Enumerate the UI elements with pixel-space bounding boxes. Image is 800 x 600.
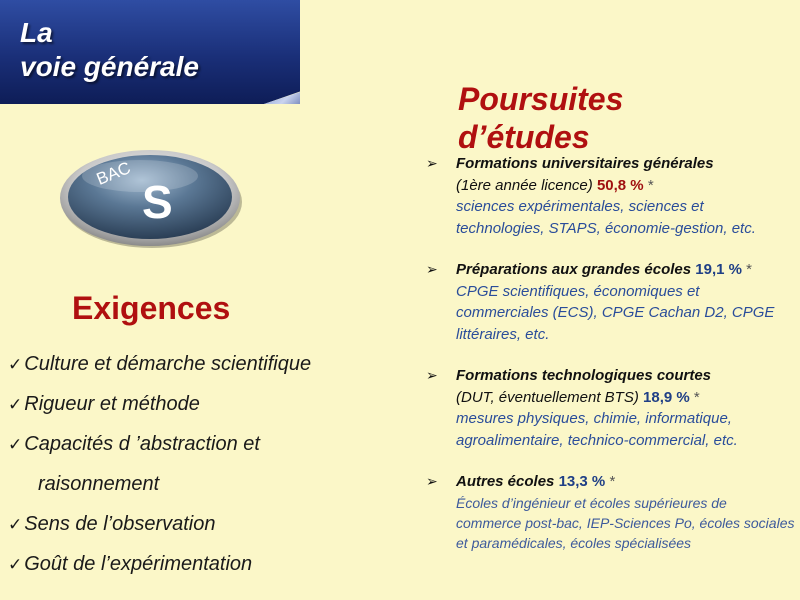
exigence-item: ✓ Capacités d ’abstraction et	[8, 433, 260, 455]
poursuite-sub: (DUT, éventuellement BTS)	[456, 388, 639, 406]
poursuite-percent: 18,9 %	[643, 388, 690, 406]
poursuite-percent: 50,8 %	[596, 176, 644, 194]
exigence-item: ✓ Goût de l’expérimentation	[8, 553, 253, 575]
arrow-bullet-icon: ➢	[426, 261, 438, 277]
poursuite-percent: 19,1 %	[695, 261, 742, 278]
page-title	[20, 16, 199, 84]
check-icon: ✓	[8, 435, 23, 454]
poursuite-head: Formations technologiques courtes	[456, 367, 712, 384]
poursuite-detail: sciences expérimentales, sciences et technologies, STAPS, économie-gestion, etc.	[456, 198, 756, 237]
poursuite-star: *	[647, 176, 654, 194]
poursuite-sub: (1ère année licence)	[456, 176, 593, 194]
arrow-bullet-icon: ➢	[426, 367, 438, 383]
poursuite-detail: CPGE scientifiques, économiques et commerciales (ECS), CPGE Cachan D2, CPGE littéraires, etc.	[456, 282, 775, 343]
page-title-line1: La	[20, 17, 53, 48]
badge-top-text: BAC	[93, 158, 134, 189]
poursuite-item	[426, 153, 796, 239]
exigences-list	[8, 344, 398, 584]
poursuites-title: Poursuites d’études	[458, 81, 624, 155]
exigence-item: ✓ Culture et démarche scientifique	[8, 353, 312, 375]
poursuite-item	[426, 471, 796, 553]
poursuite-star: *	[609, 473, 616, 490]
poursuite-item	[426, 259, 796, 345]
page-title-line2: voie générale	[20, 51, 199, 82]
poursuite-detail: mesures physiques, chimie, informatique, agroalimentaire, technico-commercial, etc.	[456, 410, 738, 449]
poursuite-detail: Écoles d’ingénieur et écoles supérieures de commerce post-bac, IEP-Sciences Po, écoles sociales et paramédicales, écoles spécialisées	[456, 494, 795, 551]
exigence-item-continuation: raisonnement	[38, 473, 160, 495]
arrow-bullet-icon: ➢	[426, 155, 438, 171]
check-icon: ✓	[8, 555, 23, 574]
arrow-bullet-icon: ➢	[426, 473, 438, 489]
poursuite-star: *	[693, 388, 700, 406]
check-icon: ✓	[8, 515, 23, 534]
exigence-item: ✓ Rigueur et méthode	[8, 393, 200, 415]
exigence-item: ✓ Sens de l’observation	[8, 513, 216, 535]
poursuite-star: *	[746, 261, 752, 278]
poursuite-item	[426, 365, 796, 451]
exigences-title: Exigences	[72, 290, 231, 326]
poursuites-list	[426, 153, 796, 573]
bac-s-badge	[56, 140, 244, 250]
poursuite-percent: 13,3 %	[558, 473, 606, 490]
check-icon: ✓	[8, 395, 23, 414]
poursuite-head: Formations universitaires générales	[456, 155, 714, 172]
badge-letter: S	[142, 176, 173, 228]
check-icon: ✓	[8, 355, 23, 374]
poursuite-head: Autres écoles	[456, 473, 555, 490]
poursuite-head: Préparations aux grandes écoles	[456, 261, 692, 278]
